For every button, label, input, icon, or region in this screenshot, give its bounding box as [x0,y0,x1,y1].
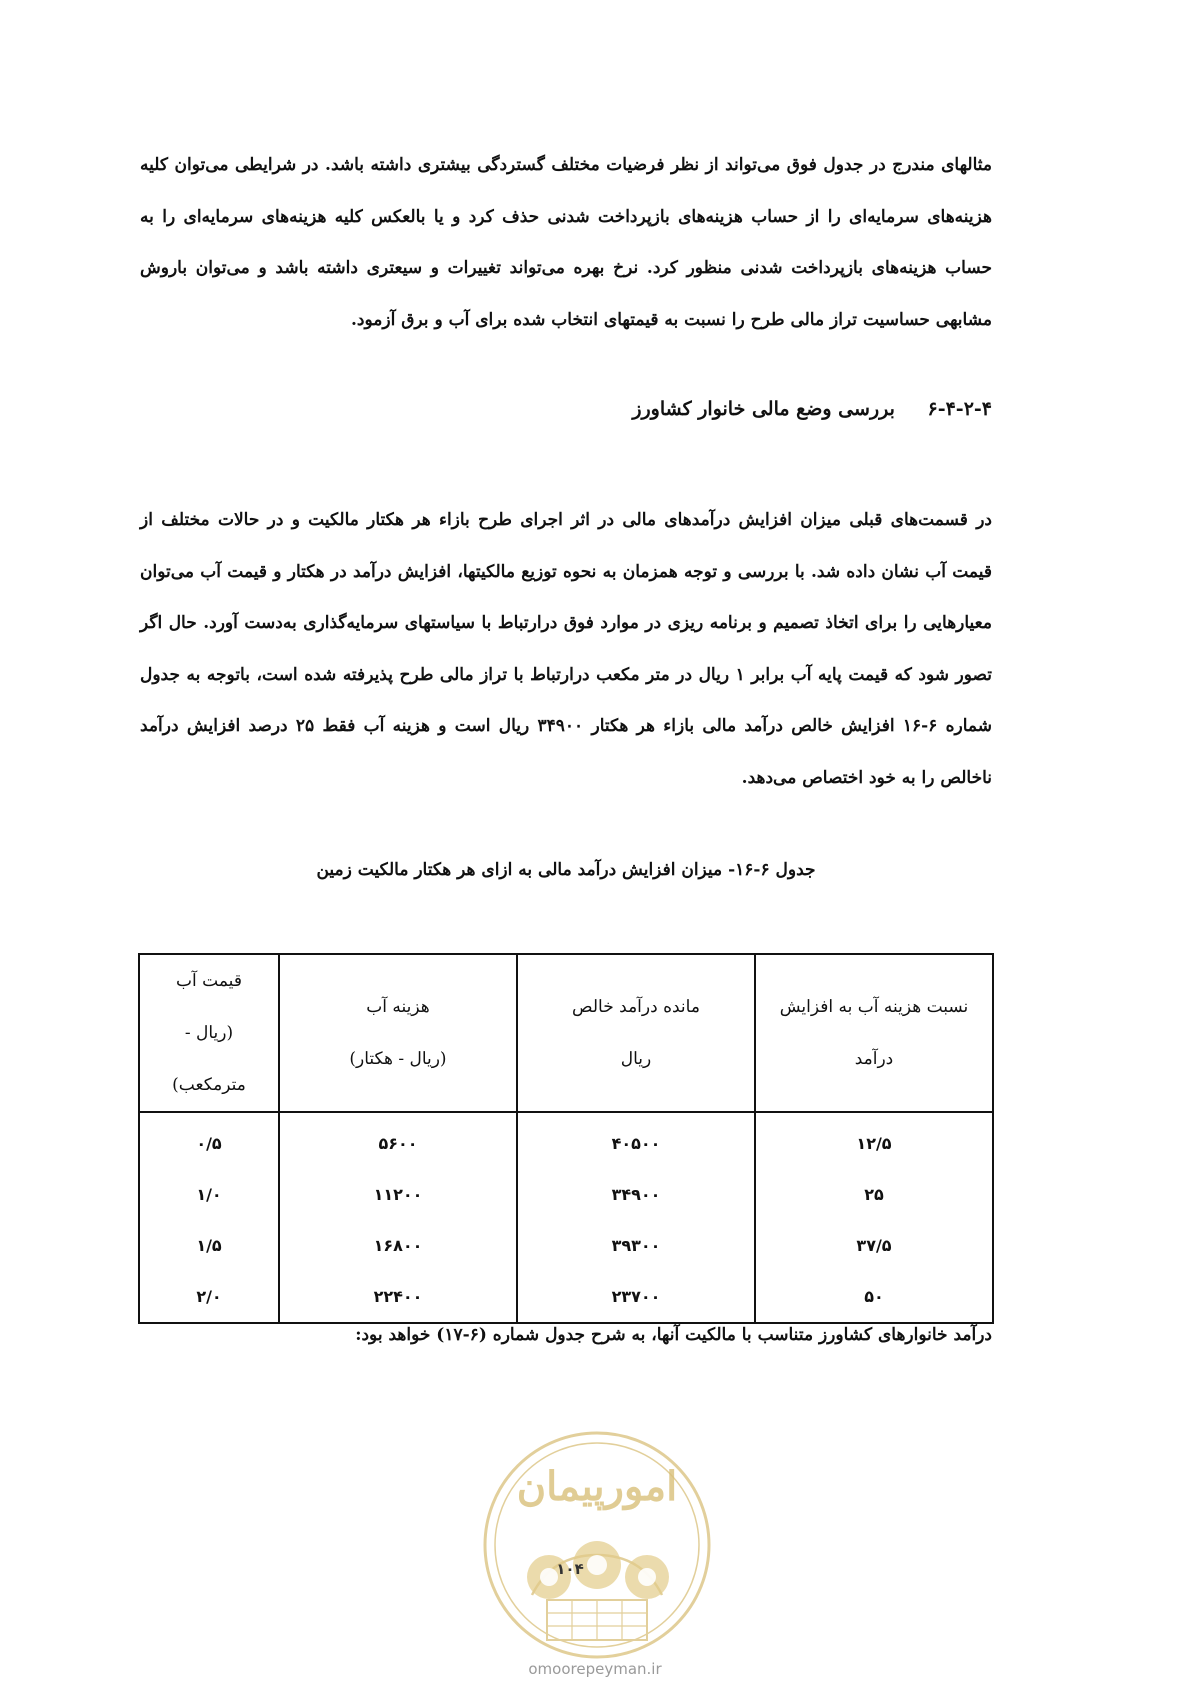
cell-water-price: ۰/۵ [139,1112,279,1169]
cell-net-income: ۲۳۷۰۰ [517,1271,755,1323]
table-row [139,1220,993,1271]
section-heading [632,398,992,420]
page-number: ۱۰۴ [556,1560,584,1578]
cell-net-income: ۴۰۵۰۰ [517,1112,755,1169]
header-water-price: قیمت آب (ریال - مترمکعب) [139,954,279,1112]
table-row [139,1169,993,1220]
cell-water-cost: ۱۶۸۰۰ [279,1220,517,1271]
cell-water-price: ۲/۰ [139,1271,279,1323]
table-row [139,1271,993,1323]
cell-ratio: ۲۵ [755,1169,993,1220]
cell-ratio: ۵۰ [755,1271,993,1323]
paragraph-assumptions: مثالهای مندرج در جدول فوق می‌تواند از نظر فرضیات مختلف گستردگی بیشتری داشته باشد. در شرایطی می‌توان کلیه هزینه‌های سرمایه‌ای را از حساب هزینه‌های بازپرداخت شدنی حذف کرد و یا بالعکس کلیه هزینه‌های سرمایه‌ای را به حساب هزینه‌های بازپرداخت شدنی منظور کرد. نرخ بهره می‌تواند تغییرات و سیعتری داشته باشد و می‌توان باروش مشابهی حساسیت تراز مالی طرح را نسبت به قیمتهای انتخاب شده برای آب و برق آزمود. [140,155,992,330]
seal-text: امورپیمان [516,1463,678,1510]
watermark-site: omoorepeyman.ir [528,1660,662,1678]
gear-seal-icon [477,1425,717,1665]
cell-water-cost: ۵۶۰۰ [279,1112,517,1169]
section-title: بررسی وضع مالی خانوار کشاورز [632,398,895,420]
paragraph-income-analysis: در قسمت‌های قبلی میزان افزایش درآمدهای مالی در اثر اجرای طرح بازاء هر هکتار مالکیت و در حالات مختلف از قیمت آب نشان داده شد. با بررسی و توجه همزمان به نحوه توزیع مالکیتها، افزایش درآمد در هکتار و قیمت آب می‌توان معیارهایی را برای اتخاذ تصمیم و برنامه ریزی در موارد فوق درارتباط با سیاستهای سرمایه‌گذاری به‌دست آورد. حال اگر تصور شود که قیمت پایه آب برابر ۱ ریال در متر مکعب درارتباط با تراز مالی طرح پذیرفته شده است، باتوجه به جدول شماره ۶-۱۶ افزایش خالص درآمد مالی بازاء هر هکتار ۳۴۹۰۰ ریال است و هزینه آب فقط ۲۵ درصد افزایش درآمد ناخالص را به خود اختصاص می‌دهد. [140,510,993,788]
section-number: ۶-۴-۲-۴ [927,398,992,420]
cell-ratio: ۱۲/۵ [755,1112,993,1169]
cell-water-price: ۱/۰ [139,1169,279,1220]
table-header-row [139,954,993,1112]
cell-water-cost: ۲۲۴۰۰ [279,1271,517,1323]
income-table [138,953,994,1324]
cell-water-cost: ۱۱۲۰۰ [279,1169,517,1220]
cell-ratio: ۳۷/۵ [755,1220,993,1271]
header-net-income: مانده درآمد خالص ریال [517,954,755,1112]
table-caption: جدول ۶-۱۶- میزان افزایش درآمد مالی به ازای هر هکتار مالکیت زمین [316,860,816,880]
header-water-cost-ratio: نسبت هزینه آب به افزایش درآمد [755,954,993,1112]
cell-net-income: ۳۴۹۰۰ [517,1169,755,1220]
table-row [139,1112,993,1169]
cell-net-income: ۳۹۳۰۰ [517,1220,755,1271]
cell-water-price: ۱/۵ [139,1220,279,1271]
header-water-cost: هزینه آب (ریال - هکتار) [279,954,517,1112]
closing-sentence: درآمد خانوارهای کشاورز متناسب با مالکیت آنها، به شرح جدول شماره (۶-۱۷) خواهد بود: [355,1325,992,1345]
